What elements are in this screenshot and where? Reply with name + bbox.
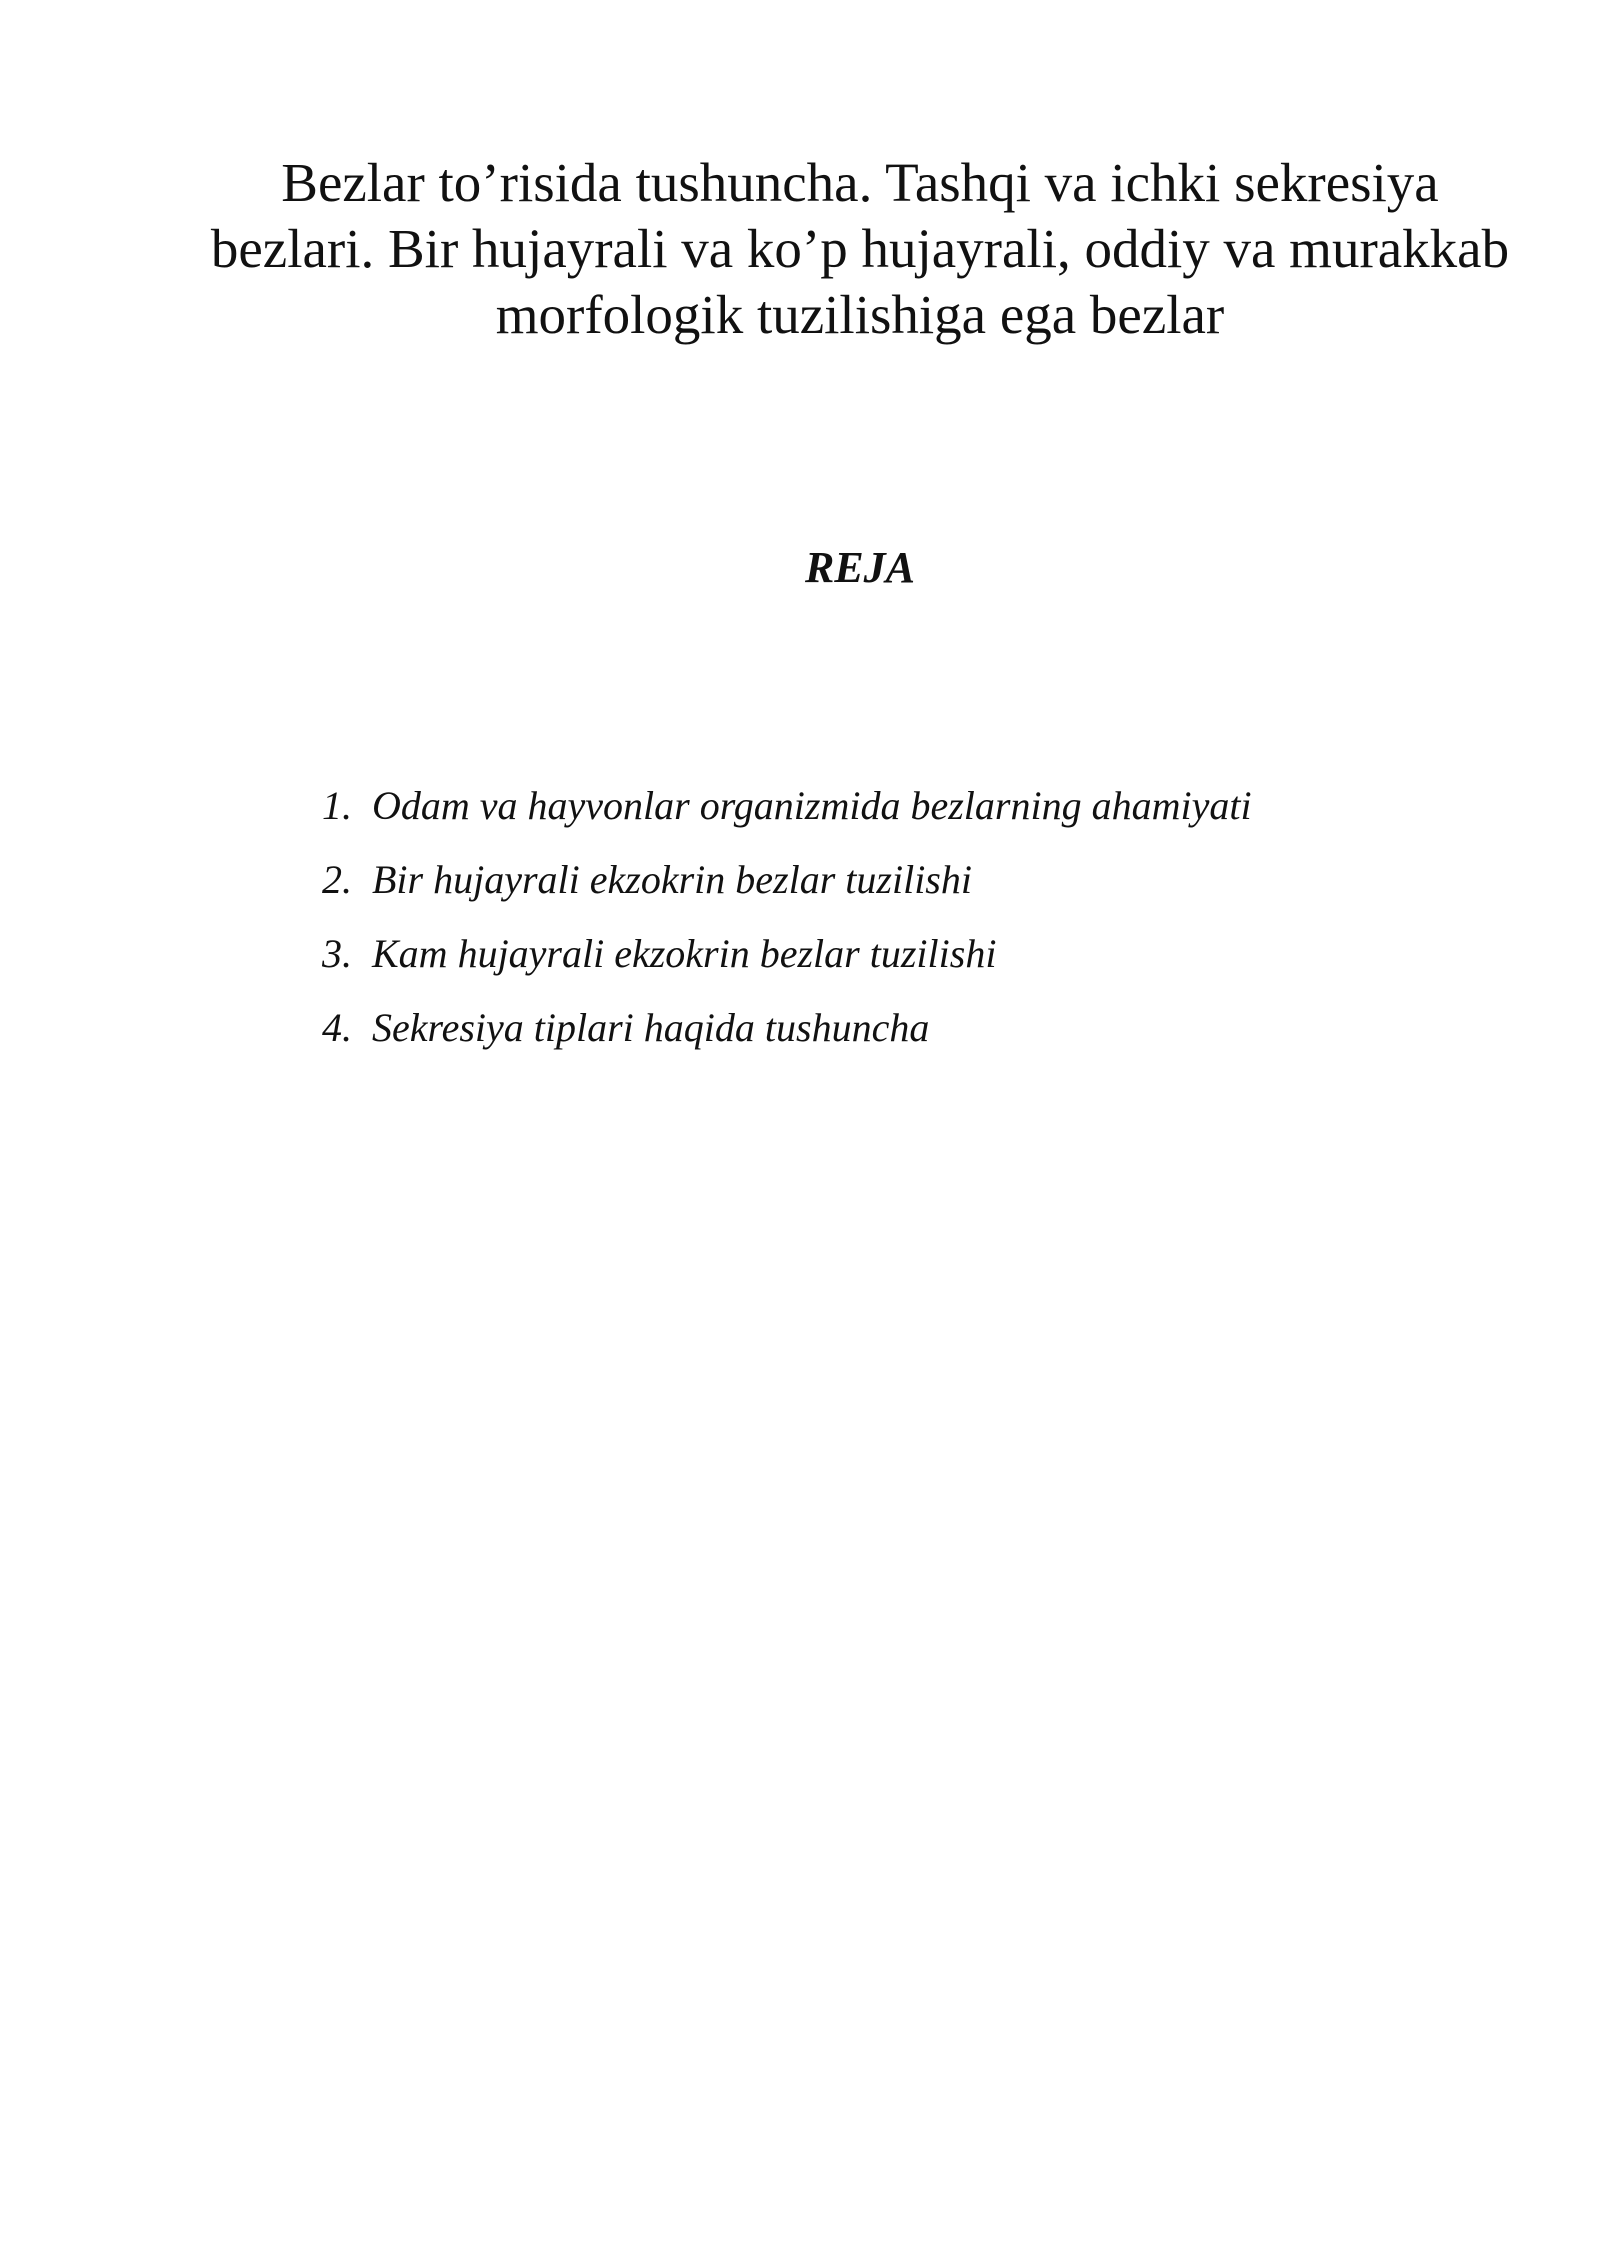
- plan-item-number: 4.: [322, 1005, 352, 1050]
- plan-item-4: [322, 1002, 1252, 1076]
- plan-heading: REJA: [804, 543, 916, 592]
- plan-item-number: 3.: [322, 931, 352, 976]
- document-title: Bezlar to’risida tushuncha. Tashqi va ichki sekresiya bezlari. Bir hujayrali va ko’p hujayrali, oddiy va murakkab morfologik tuzilishiga ega bezlar: [210, 152, 1510, 345]
- plan-item-number: 1.: [322, 783, 352, 828]
- plan-item-text: Sekresiya tiplari haqida tushuncha: [372, 1005, 930, 1050]
- plan-item-3: [322, 928, 1252, 1002]
- plan-item-number: 2.: [322, 857, 352, 902]
- plan-item-1: [322, 780, 1252, 854]
- plan-item-text: Kam hujayrali ekzokrin bezlar tuzilishi: [372, 931, 997, 976]
- plan-item-text: Odam va hayvonlar organizmida bezlarning ahamiyati: [372, 783, 1252, 828]
- plan-item-text: Bir hujayrali ekzokrin bezlar tuzilishi: [372, 857, 972, 902]
- plan-item-2: [322, 854, 1252, 928]
- plan-list: [322, 780, 1252, 1076]
